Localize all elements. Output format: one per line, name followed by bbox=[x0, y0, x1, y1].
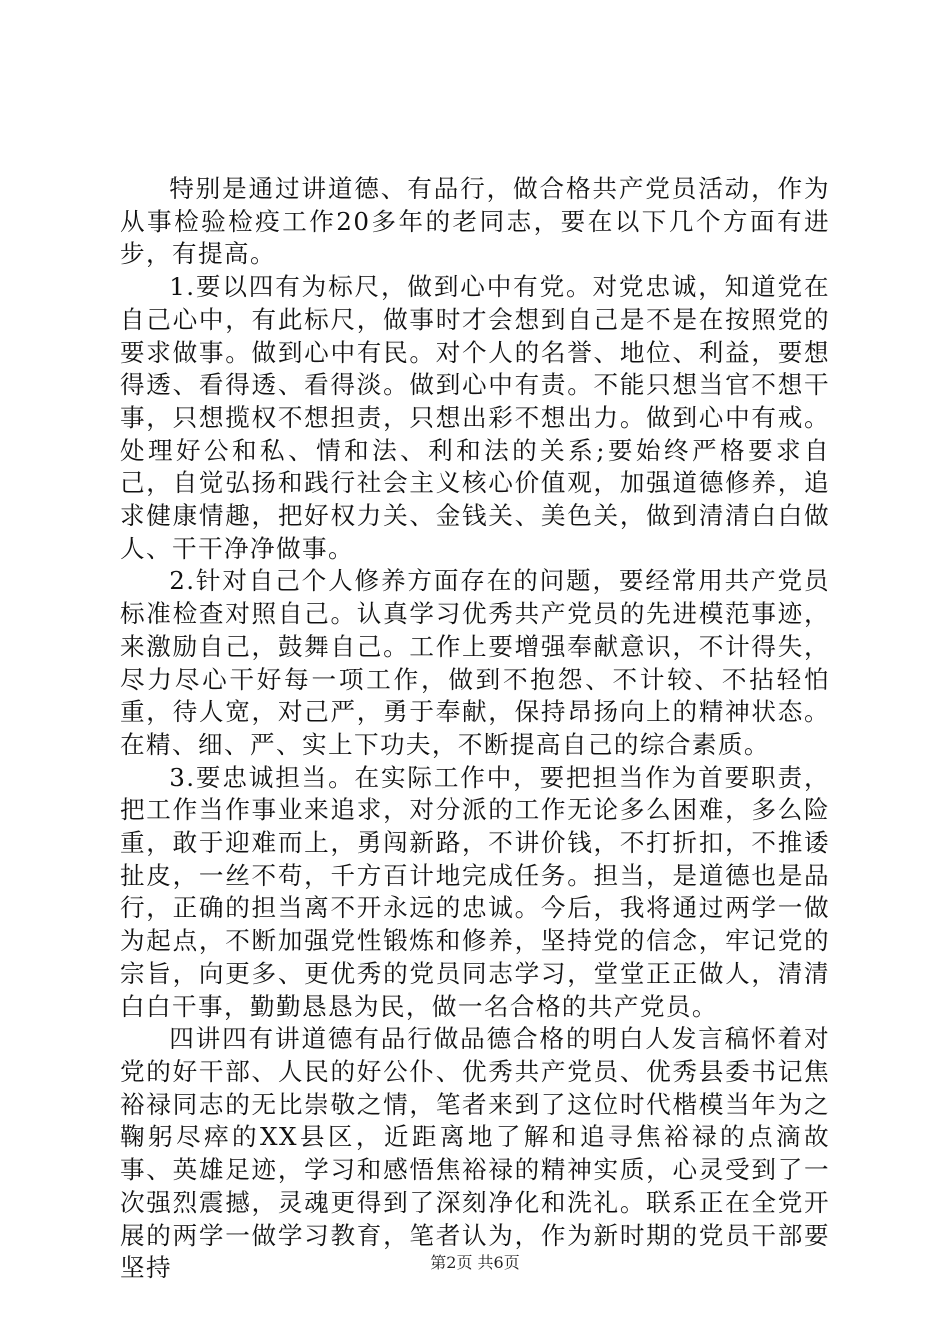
paragraph-point-3: 3.要忠诚担当。在实际工作中，要把担当作为首要职责，把工作当作事业来追求，对分派的工作无论多么困难，多么险重，敢于迎难而上，勇闯新路，不讲价钱，不打折扣，不推诿扯皮，一丝不苟，千方百计地完成任务。担当，是道德也是品行，正确的担当离不开永远的忠诚。今后，我将通过两学一做为起点，不断加强党性锻炼和修养，坚持党的信念，牢记党的宗旨，向更多、更优秀的党员同志学习，堂堂正正做人，清清白白干事，勤勤恳恳为民，做一名合格的共产党员。 bbox=[120, 762, 830, 1021]
paragraph-point-2: 2.针对自己个人修养方面存在的问题，要经常用共产党员标准检查对照自己。认真学习优秀共产党员的先进模范事迹，来激励自己，鼓舞自己。工作上要增强奉献意识，不计得失，尽力尽心干好每一项工作，做到不抱怨、不计较、不拈轻怕重，待人宽，对己严，勇于奉献，保持昂扬向上的精神状态。在精、细、严、实上下功夫，不断提高自己的综合素质。 bbox=[120, 566, 830, 759]
paragraph-speech: 四讲四有讲道德有品行做品德合格的明白人发言稿怀着对党的好干部、人民的好公仆、优秀共产党员、优秀县委书记焦裕禄同志的无比崇敬之情，笔者来到了这位时代楷模当年为之鞠躬尽瘁的XX县区，近距离地了解和追寻焦裕禄的点滴故事、英雄足迹，学习和感悟焦裕禄的精神实质，心灵受到了一次强烈震撼，灵魂更得到了深刻净化和洗礼。联系正在全党开展的两学一做学习教育，笔者认为，作为新时期的党员干部要坚持 bbox=[120, 1024, 830, 1283]
paragraph-intro: 特别是通过讲道德、有品行，做合格共产党员活动，作为从事检验检疫工作20多年的老同志，要在以下几个方面有进步，有提高。 bbox=[120, 174, 830, 269]
page-footer: 第2页 共6页 bbox=[430, 1253, 520, 1272]
paragraph-point-1: 1.要以四有为标尺，做到心中有党。对党忠诚，知道党在自己心中，有此标尺，做事时才会想到自己是不是在按照党的要求做事。做到心中有民。对个人的名誉、地位、利益，要想得透、看得透、看得淡。做到心中有责。不能只想当官不想干事，只想揽权不想担责，只想出彩不想出力。做到心中有戒。处理好公和私、情和法、利和法的关系;要始终严格要求自己，自觉弘扬和践行社会主义核心价值观，加强道德修养，追求健康情趣，把好权力关、金钱关、美色关，做到清清白白做人、干干净净做事。 bbox=[120, 272, 830, 563]
document-body bbox=[120, 173, 830, 1285]
